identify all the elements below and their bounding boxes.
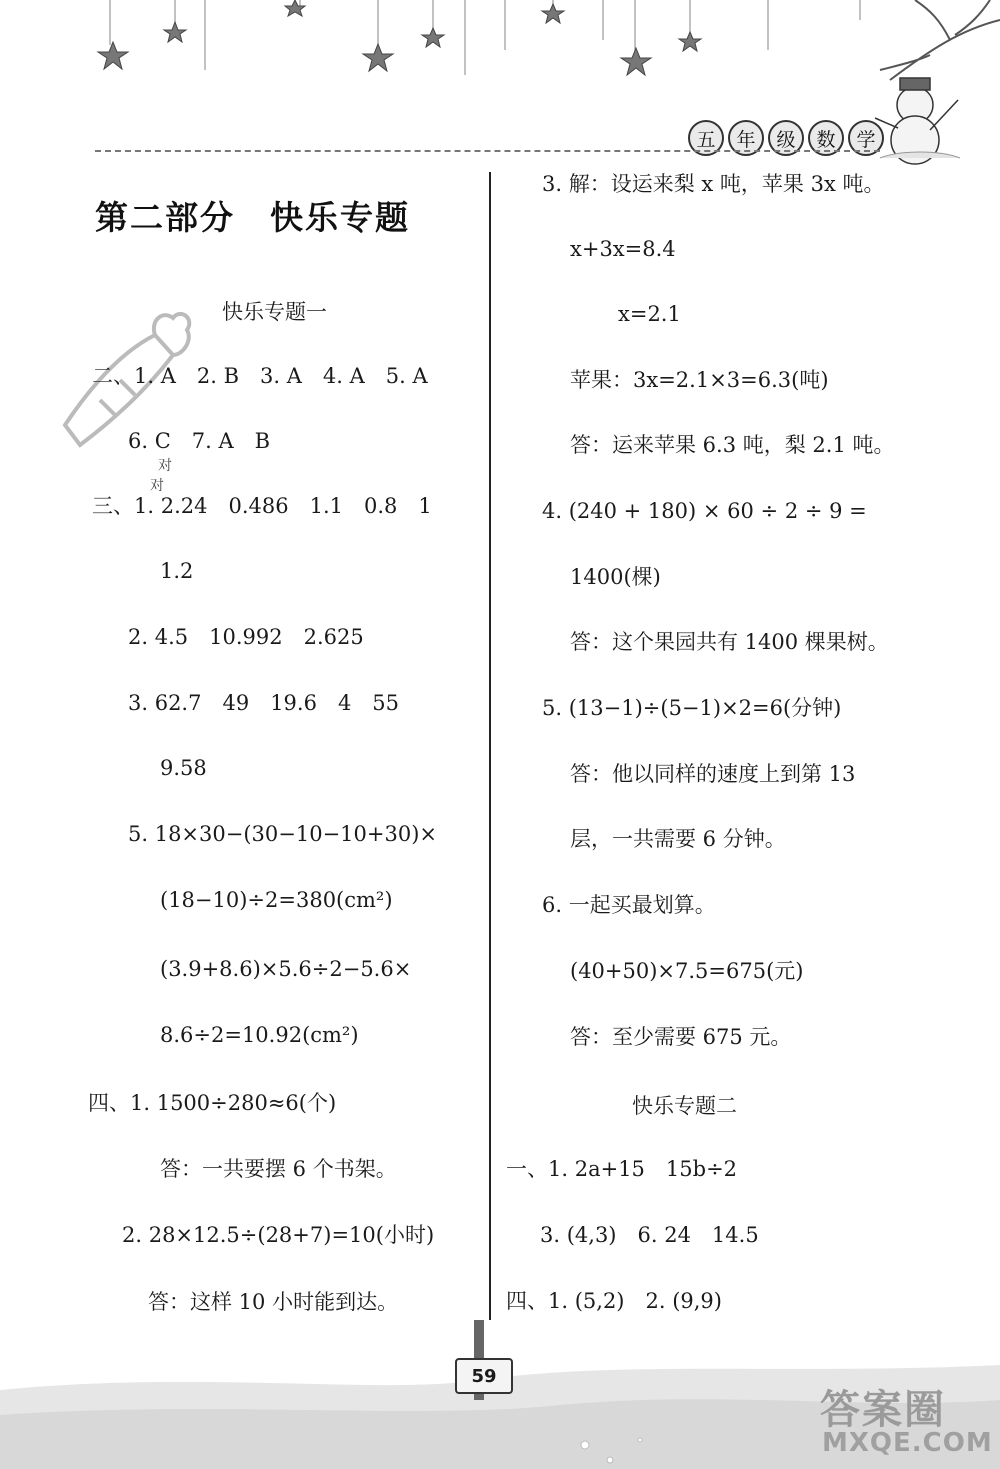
watermark-url: MXQE.COM — [822, 1428, 993, 1458]
answer-line: 苹果：3x=2.1×3=6.3(吨) — [570, 368, 829, 392]
answer-line: 5. (13−1)÷(5−1)×2=6(分钟) — [542, 696, 842, 720]
answer-line: (18−10)÷2=380(cm²) — [160, 888, 393, 912]
answer-line: 5. 18×30−(30−10−10+30)× — [128, 822, 438, 846]
answer-line: 三、1. 2.24 0.486 1.1 0.8 1 — [92, 494, 432, 518]
header-rule — [95, 150, 880, 152]
answer-line: 1.2 — [160, 559, 194, 583]
page-number: 59 — [455, 1358, 513, 1394]
answer-line: 3. (4,3) 6. 24 14.5 — [540, 1223, 759, 1247]
answer-line: 答：这个果园共有 1400 棵果树。 — [570, 630, 889, 654]
answer-line: 四、1. (5,2) 2. (9,9) — [506, 1289, 722, 1313]
answer-line: 2. 4.5 10.992 2.625 — [128, 625, 364, 649]
answer-line: 4. (240 + 180) × 60 ÷ 2 ÷ 9 = — [542, 499, 867, 523]
answer-line: 6. C 7. A B — [128, 429, 271, 453]
badge-char: 数 — [808, 120, 844, 156]
answer-line: 3. 62.7 49 19.6 4 55 — [128, 691, 400, 715]
answer-line: 二、1. A 2. B 3. A 4. A 5. A — [92, 364, 428, 388]
badge-char: 五 — [688, 120, 724, 156]
answer-line: x+3x=8.4 — [570, 237, 676, 261]
answer-line: 答：至少需要 675 元。 — [570, 1025, 792, 1049]
handwritten-note: 对 — [150, 478, 164, 494]
badge-char: 级 — [768, 120, 804, 156]
answer-line: 9.58 — [160, 756, 207, 780]
answer-line: 一、1. 2a+15 15b÷2 — [506, 1157, 738, 1181]
answer-line: 1400(棵) — [570, 565, 661, 589]
answer-line: 四、1. 1500÷280≈6(个) — [88, 1091, 337, 1115]
answer-line: 3. 解：设运来梨 x 吨，苹果 3x 吨。 — [542, 172, 885, 196]
section-title: 第二部分 快乐专题 — [95, 198, 410, 237]
topic2-heading: 快乐专题二 — [632, 1094, 737, 1118]
badge-char: 学 — [848, 120, 884, 156]
answer-line: 答：他以同样的速度上到第 13 — [570, 762, 856, 786]
badge-char: 年 — [728, 120, 764, 156]
answer-line: 答：这样 10 小时能到达。 — [148, 1290, 399, 1314]
answer-line: (40+50)×7.5=675(元) — [570, 959, 804, 983]
answer-line: 2. 28×12.5÷(28+7)=10(小时) — [122, 1223, 435, 1247]
handwritten-note: 对 — [158, 458, 172, 474]
answer-line: 答：一共要摆 6 个书架。 — [160, 1157, 397, 1181]
answer-line: x=2.1 — [618, 302, 681, 326]
answer-line: 层，一共需要 6 分钟。 — [570, 827, 786, 851]
topic1-heading: 快乐专题一 — [222, 300, 327, 324]
answer-line: 答：运来苹果 6.3 吨，梨 2.1 吨。 — [570, 433, 895, 457]
answer-line: 6. 一起买最划算。 — [542, 893, 716, 917]
watermark-logo: 答案圈 — [820, 1387, 946, 1433]
answer-line: 8.6÷2=10.92(cm²) — [160, 1023, 359, 1047]
column-divider — [489, 172, 491, 1320]
answer-line: (3.9+8.6)×5.6÷2−5.6× — [160, 957, 412, 981]
